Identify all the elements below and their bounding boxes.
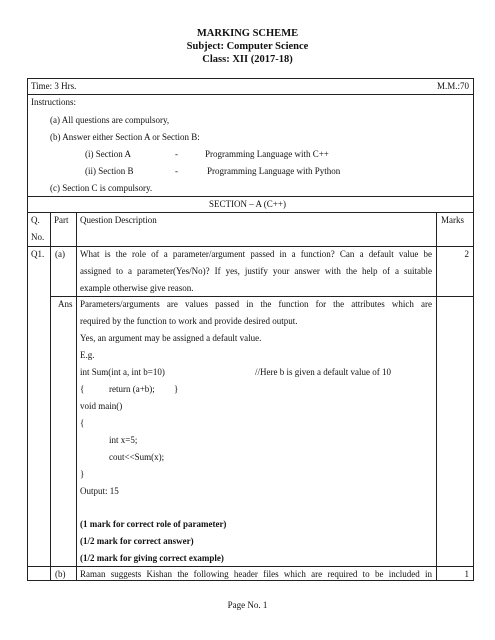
code-line: cout<<Sum(x);	[109, 452, 165, 462]
header-no: No.	[31, 232, 45, 242]
divider	[27, 212, 474, 213]
marking-criterion: (1 mark for correct role of parameter)	[80, 519, 227, 529]
divider	[27, 246, 474, 247]
class-line: Class: XII (2017-18)	[202, 54, 293, 65]
column-divider	[76, 212, 77, 581]
question-marks: 1	[464, 569, 469, 579]
code-line: }	[80, 469, 85, 479]
dash: -	[175, 166, 178, 176]
instructions-label: Instructions:	[31, 97, 76, 107]
code-line: void main()	[80, 401, 123, 411]
subject-line: Subject: Computer Science	[186, 41, 309, 52]
question-number: Q1.	[31, 249, 45, 259]
header-part: Part	[54, 215, 69, 225]
question-text-line: Raman suggests Kishan the following header files which are required to be included in	[80, 569, 432, 579]
answer-line: required by the function to work and provide desired output.	[80, 316, 298, 326]
code-line: int Sum(int a, int b=10)	[80, 367, 165, 377]
instruction-b: (b) Answer either Section A or Section B:	[50, 132, 200, 142]
code-line: int x=5;	[109, 435, 138, 445]
column-divider	[436, 212, 437, 581]
divider	[27, 196, 474, 197]
column-divider	[50, 212, 51, 581]
code-line: {	[80, 384, 85, 394]
header-description: Question Description	[80, 215, 157, 225]
answer-output: Output: 15	[80, 486, 119, 496]
document-title: MARKING SCHEME	[196, 28, 299, 39]
code-comment: //Here b is given a default value of 10	[255, 367, 391, 377]
answer-line: E.g.	[80, 350, 95, 360]
header-marks: Marks	[441, 215, 464, 225]
question-part: (b)	[55, 569, 66, 579]
dash: -	[175, 149, 178, 159]
divider	[27, 566, 474, 567]
answer-line: Yes, an argument may be assigned a default value.	[80, 333, 262, 343]
divider	[27, 94, 474, 95]
question-part: (a)	[55, 249, 65, 259]
section-b-text: Programming Language with Python	[207, 166, 341, 176]
marking-criterion: (1/2 mark for correct answer)	[80, 536, 194, 546]
marking-criterion: (1/2 mark for giving correct example)	[80, 553, 224, 563]
code-line: {	[80, 418, 85, 428]
answer-line: Parameters/arguments are values passed in the function for the attributes which are	[80, 299, 432, 309]
question-text-line: example otherwise give reason.	[80, 283, 194, 293]
header-q: Q.	[31, 215, 40, 225]
section-a-text: Programming Language with C++	[205, 149, 329, 159]
section-title: SECTION – A (C++)	[209, 199, 286, 209]
code-line: return (a+b);	[109, 384, 155, 394]
code-line: }	[174, 384, 179, 394]
question-text-line: What is the role of a parameter/argument passed in a function? Can a default value be	[80, 249, 432, 259]
section-a-label: (i) Section A	[85, 149, 131, 159]
max-marks-label: M.M.:70	[436, 81, 469, 91]
instruction-a: (a) All questions are compulsory,	[50, 115, 170, 125]
page-number: Page No. 1	[227, 600, 268, 610]
question-marks: 2	[464, 249, 469, 259]
section-b-label: (ii) Section B	[85, 166, 134, 176]
question-text-line: assigned to a parameter(Yes/No)? If yes, justify your answer with the help of a suitable	[80, 266, 432, 276]
answer-label: Ans	[58, 299, 73, 309]
instruction-c: (c) Section C is compulsory.	[50, 183, 153, 193]
divider	[50, 296, 474, 297]
time-label: Time: 3 Hrs.	[31, 81, 77, 91]
